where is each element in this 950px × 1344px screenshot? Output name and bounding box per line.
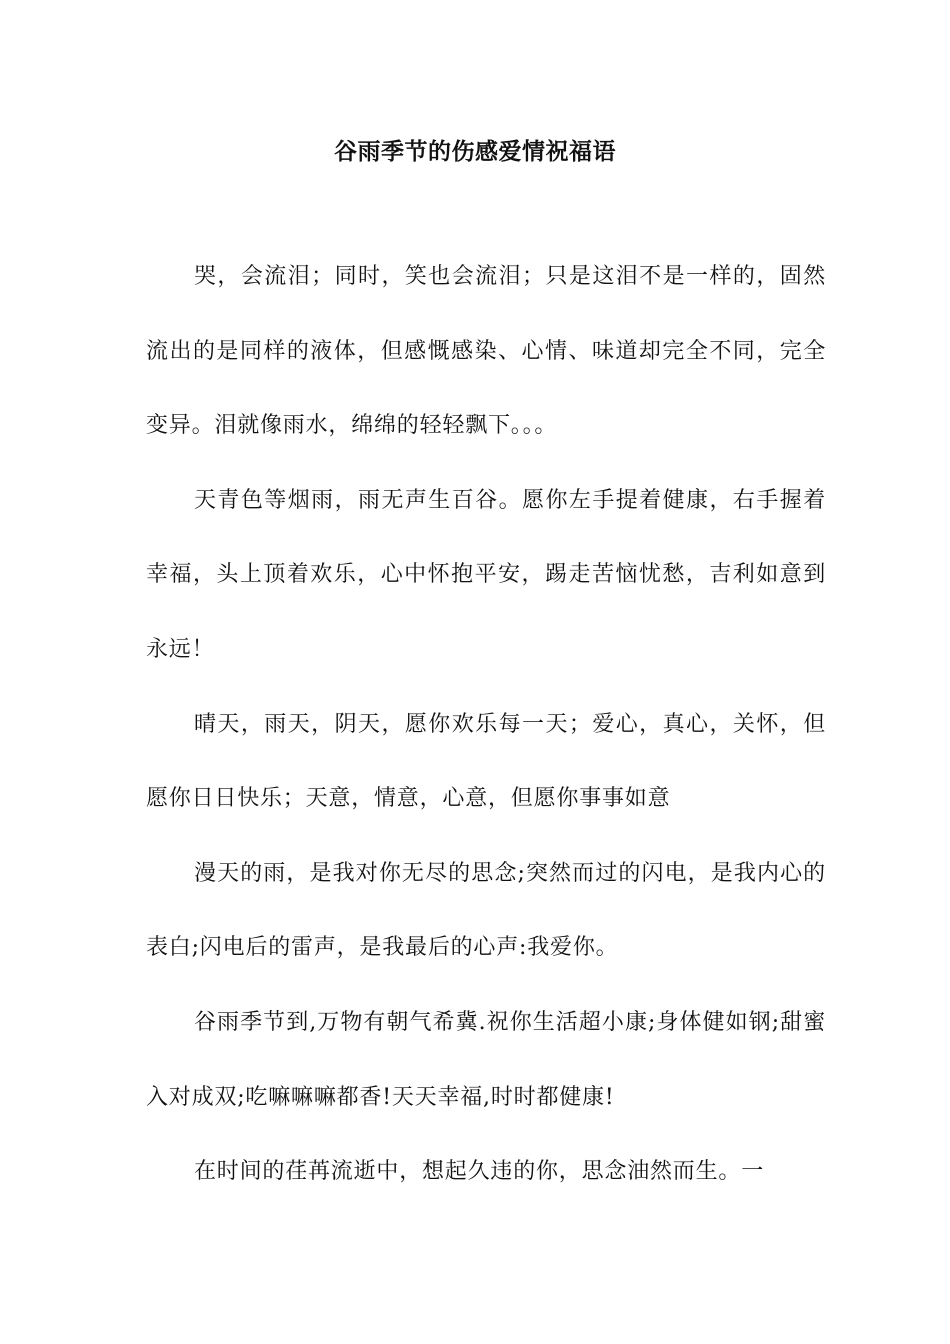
paragraph: 晴天，雨天，阴天，愿你欢乐每一天；爱心，真心，关怀，但愿你日日快乐；天意，情意，心意，但愿你事事如意 [146, 711, 826, 812]
paragraph: 哭，会流泪；同时，笑也会流泪；只是这泪不是一样的，固然流出的是同样的液体，但感慨感染、心情、味道却完全不同，完全变异。泪就像雨水，绵绵的轻轻飘下。。。 [146, 264, 826, 439]
paragraph: 天青色等烟雨，雨无声生百谷。愿你左手提着健康，右手握着幸福，头上顶着欢乐，心中怀抱平安，踢走苦恼忧愁，吉利如意到永远！ [146, 487, 826, 662]
paragraph: 在时间的荏苒流逝中，想起久违的你，思念油然而生。一 [194, 1159, 765, 1185]
document-title: 谷雨季节的伤感爱情祝福语 [334, 139, 616, 165]
paragraph: 漫天的雨，是我对你无尽的思念;突然而过的闪电，是我内心的表白;闪电后的雷声，是我最后的心声:我爱你。 [146, 860, 826, 961]
document-body [146, 240, 826, 1210]
paragraph: 谷雨季节到,万物有朝气希冀.祝你生活超小康;身体健如钢;甜蜜入对成双;吃嘛嘛嘛都香!天天幸福,时时都健康! [146, 1009, 826, 1110]
